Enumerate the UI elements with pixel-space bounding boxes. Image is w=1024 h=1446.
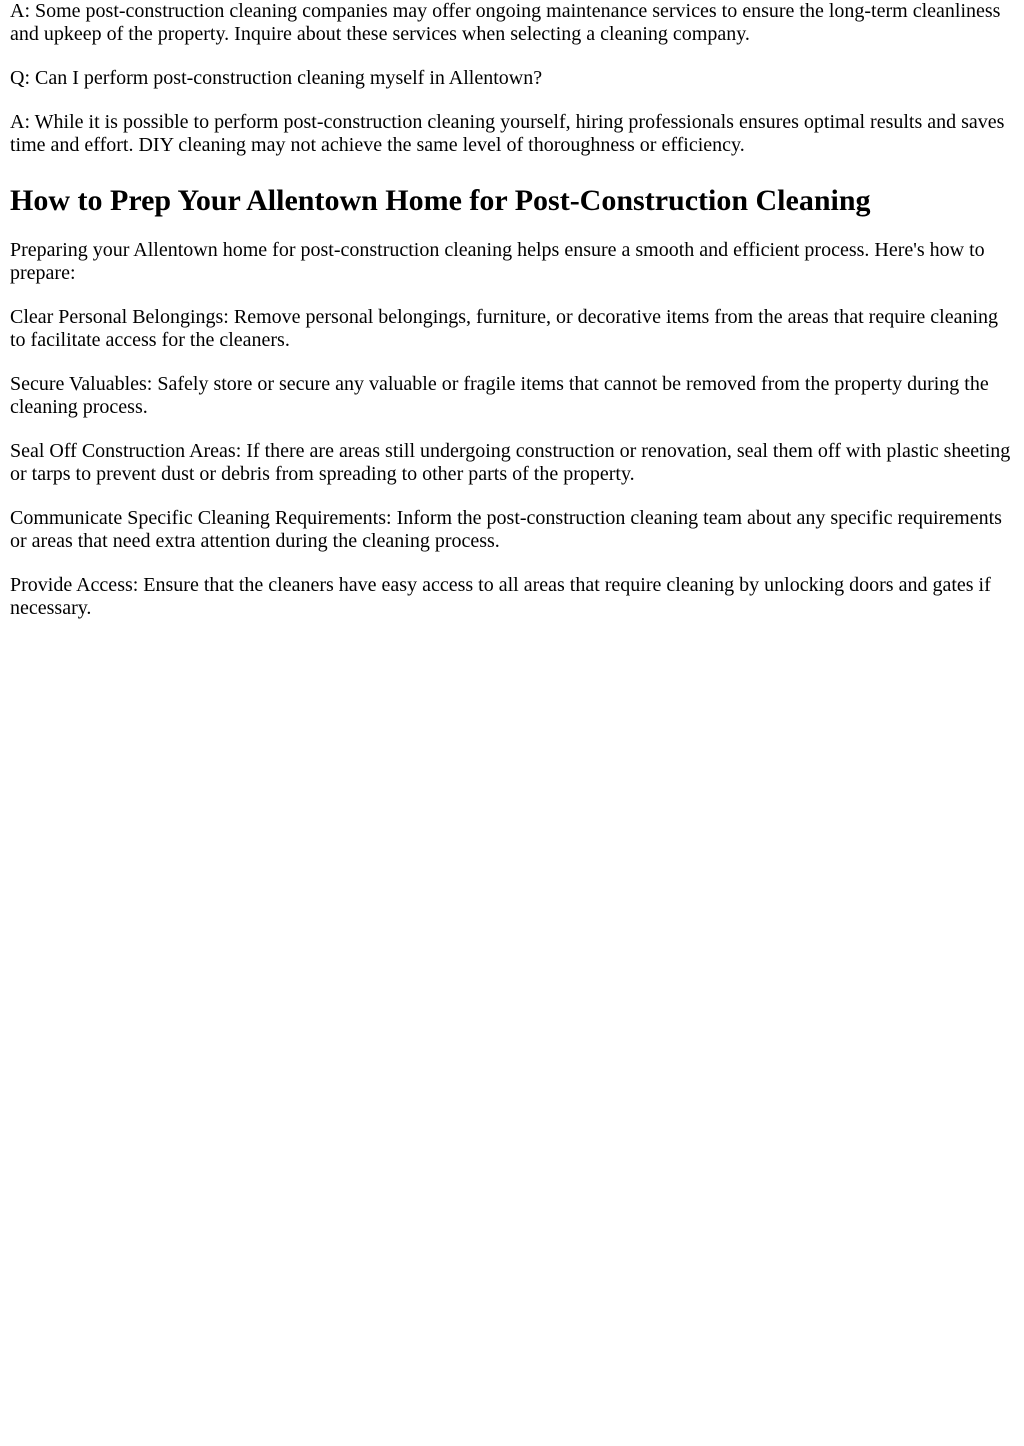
document-page — [0, 0, 1024, 620]
prep-step-communicate-requirements: Communicate Specific Cleaning Requirements: Inform the post-construction cleaning team about any specific requirements or areas that need extra attention during the cleaning process. — [10, 507, 1002, 552]
faq-question-diy: Q: Can I perform post-construction cleaning myself in Allentown? — [10, 67, 543, 89]
prep-step-seal-construction: Seal Off Construction Areas: If there are areas still undergoing construction or renovation, seal them off with plastic sheeting or tarps to prevent dust or debris from spreading to other parts of the property. — [10, 440, 1011, 485]
prep-section-heading: How to Prep Your Allentown Home for Post-Construction Cleaning — [10, 184, 871, 217]
prep-intro: Preparing your Allentown home for post-construction cleaning helps ensure a smooth and efficient process. Here's how to prepare: — [10, 239, 985, 284]
prep-step-clear-belongings: Clear Personal Belongings: Remove personal belongings, furniture, or decorative items from the areas that require cleaning to facilitate access for the cleaners. — [10, 306, 999, 351]
faq-answer-maintenance: A: Some post-construction cleaning companies may offer ongoing maintenance services to ensure the long-term cleanliness and upkeep of the property. Inquire about these services when selecting a cleaning company. — [10, 0, 1001, 45]
faq-answer-diy: A: While it is possible to perform post-construction cleaning yourself, hiring professionals ensures optimal results and saves time and effort. DIY cleaning may not achieve the same level of thoroughness or efficiency. — [10, 111, 1005, 156]
prep-step-secure-valuables: Secure Valuables: Safely store or secure any valuable or fragile items that cannot be removed from the property during the cleaning process. — [10, 373, 989, 418]
prep-step-provide-access: Provide Access: Ensure that the cleaners have easy access to all areas that require cleaning by unlocking doors and gates if necessary. — [10, 574, 991, 619]
